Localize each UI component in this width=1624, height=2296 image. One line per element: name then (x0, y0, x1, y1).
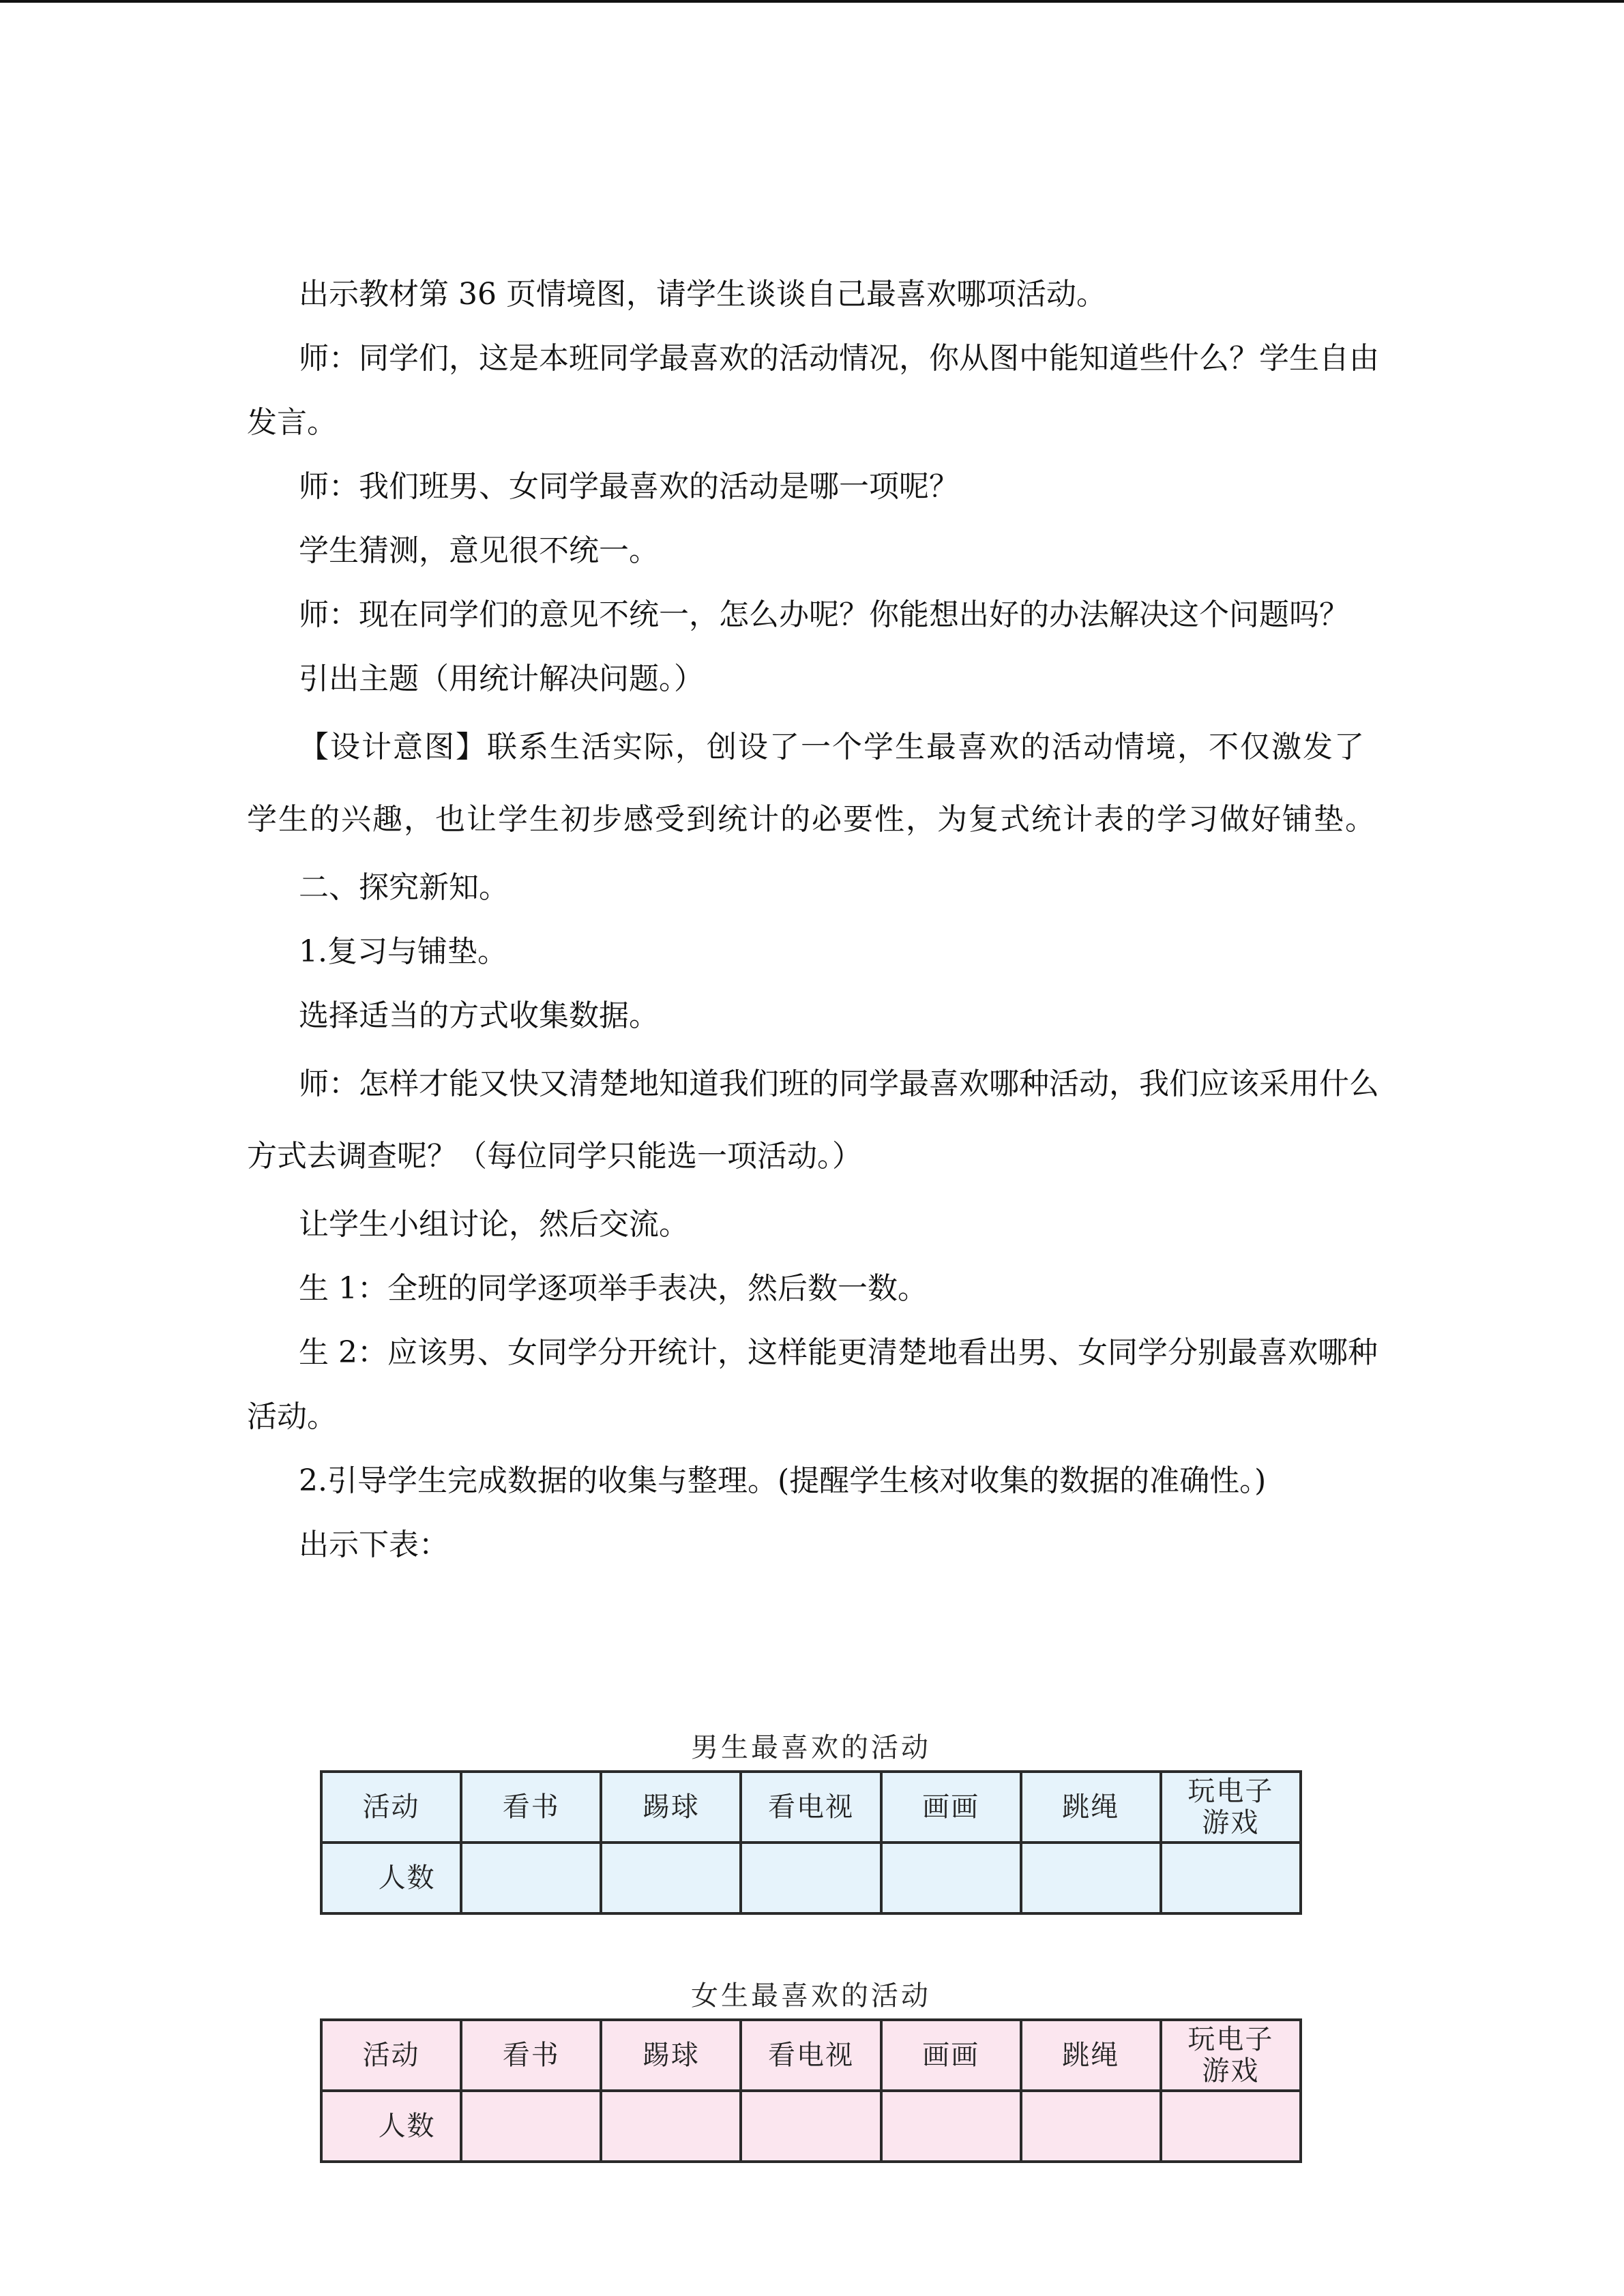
row-label-cell: 人数 (321, 1843, 461, 1913)
paragraph: 选择适当的方式收集数据。 (299, 998, 659, 1033)
empty-cell (601, 1843, 741, 1913)
table-row (321, 1843, 1301, 1913)
empty-cell (741, 2091, 881, 2162)
table-cell: 跳绳 (1021, 1772, 1161, 1843)
table-cell: 玩电子游戏 (1161, 1772, 1301, 1843)
paragraph: 师：同学们，这是本班同学最喜欢的活动情况，你从图中能知道些什么？学生自由发言。 (247, 341, 1379, 440)
table-cell: 看电视 (741, 2020, 881, 2091)
paragraph: 生 2：应该男、女同学分开统计，这样能更清楚地看出男、女同学分别最喜欢哪种活动。 (247, 1335, 1378, 1434)
empty-cell (881, 2091, 1021, 2162)
empty-cell (1161, 1843, 1301, 1913)
table-cell: 活动 (321, 2020, 461, 2091)
table-cell: 看书 (461, 1772, 601, 1843)
section-heading: 二、探究新知。 (299, 870, 509, 905)
empty-cell (881, 1843, 1021, 1913)
table-cell: 看书 (461, 2020, 601, 2091)
paragraph: 出示教材第 36 页情境图，请学生谈谈自己最喜欢哪项活动。 (299, 277, 1106, 312)
boys-activity-table (320, 1770, 1302, 1915)
paragraph: 出示下表： (299, 1527, 449, 1562)
empty-cell (1161, 2091, 1301, 2162)
paragraph: 师：我们班男、女同学最喜欢的活动是哪一项呢？ (299, 469, 959, 504)
paragraph: 师：现在同学们的意见不统一，怎么办呢？你能想出好的办法解决这个问题吗？ (299, 597, 1349, 632)
subsection-heading: 1.复习与铺垫。 (299, 934, 507, 969)
girls-table-caption: 女生最喜欢的活动 (691, 1980, 931, 2012)
paragraph: 让学生小组讨论，然后交流。 (299, 1207, 689, 1242)
paragraph: 生 1：全班的同学逐项举手表决，然后数一数。 (299, 1271, 928, 1306)
empty-cell (601, 2091, 741, 2162)
table-row (321, 2091, 1301, 2162)
paragraph: 师：怎样才能又快又清楚地知道我们班的同学最喜欢哪种活动，我们应该采用什么方式去调查呢？（每位同学只能选一项活动。） (247, 1067, 1379, 1174)
table-cell: 跳绳 (1021, 2020, 1161, 2091)
table-cell: 玩电子游戏 (1161, 2020, 1301, 2091)
row-label-cell: 人数 (321, 2091, 461, 2162)
table-cell: 活动 (321, 1772, 461, 1843)
empty-cell (741, 1843, 881, 1913)
document-body (247, 263, 1379, 1577)
empty-cell (1021, 2091, 1161, 2162)
empty-cell (461, 1843, 601, 1913)
table-header-row (321, 2020, 1301, 2091)
table-cell: 踢球 (601, 2020, 741, 2091)
top-border-line (0, 0, 1624, 3)
girls-activity-table (320, 2018, 1302, 2163)
paragraph: 引出主题（用统计解决问题。） (299, 661, 704, 696)
empty-cell (461, 2091, 601, 2162)
table-cell: 画画 (881, 2020, 1021, 2091)
empty-cell (1021, 1843, 1161, 1913)
paragraph: 学生猜测，意见很不统一。 (299, 533, 659, 568)
girls-activity-table-block (320, 1973, 1302, 2163)
table-cell: 踢球 (601, 1772, 741, 1843)
table-cell: 画画 (881, 1772, 1021, 1843)
subsection-heading: 2.引导学生完成数据的收集与整理。(提醒学生核对收集的数据的准确性。) (299, 1463, 1267, 1498)
table-cell: 看电视 (741, 1772, 881, 1843)
table-header-row (321, 1772, 1301, 1843)
design-intent-paragraph: 【设计意图】联系生活实际，创设了一个学生最喜欢的活动情境，不仅激发了学生的兴趣，也让学生初步感受到统计的必要性，为复式统计表的学习做好铺垫。 (247, 730, 1376, 837)
boys-table-caption: 男生最喜欢的活动 (691, 1732, 931, 1763)
boys-activity-table-block (320, 1725, 1302, 1915)
